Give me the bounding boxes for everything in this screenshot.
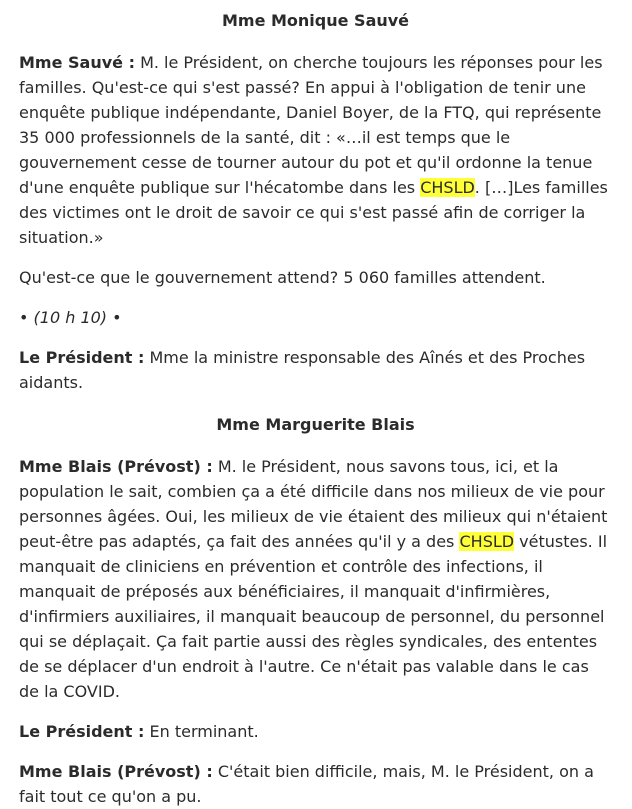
paragraph-president-1	[19, 345, 612, 395]
speaker-label: Le Président :	[19, 722, 145, 741]
paragraph-text: Mme la ministre responsable des Aînés et des Proches aidants.	[19, 348, 586, 392]
highlighted-term: CHSLD	[459, 532, 515, 551]
paragraph-president-2	[19, 719, 612, 744]
paragraph-blais-final	[19, 759, 612, 809]
paragraph-text: M. le Président, nous savons tous, ici, et la population le sait, combien ça a été difficile dans nos milieux de vie pour personnes âgées. Oui, les milieux de vie étaient des milieux qui n'étaient peut-être pas adaptés, ça fait des années qu'il y a des	[19, 457, 608, 551]
paragraph-text: En terminant.	[144, 722, 259, 741]
paragraph-text: vétustes. Il manquait de cliniciens en prévention et contrôle des infections, il manquait de préposés aux bénéficiaires, il manquait d'infirmières, d'infirmiers auxiliaires, il manquait beaucoup de personnel, du personnel qui se déplaçait. Ça fait partie aussi des règles syndicales, des ententes de se déplacer d'un endroit à l'autre. Ce n'était pas valable dans le cas de la COVID.	[19, 532, 608, 701]
speaker-heading-blais: Mme Marguerite Blais	[216, 415, 415, 434]
speaker-label: Le Président :	[19, 348, 145, 367]
paragraph-text: M. le Président, on cherche toujours les réponses pour les familles. Qu'est-ce qui s'est passé? En appui à l'obligation de tenir une enquête publique indépendante, Daniel Boyer, de la FTQ, qui représente 35 000 professionnels de la santé, dit : «…il est temps que le gouvernement cesse de tourner autour du pot et qu'il ordonne la tenue d'une enquête publique sur l'hécatombe dans les	[19, 53, 603, 197]
speaker-heading-sauve: Mme Monique Sauvé	[221, 11, 410, 30]
timestamp-marker: • (10 h 10) •	[19, 308, 122, 327]
paragraph-text: . […]Les familles des victimes ont le droit de savoir ce qui s'est passé afin de corriger la situation.»	[19, 178, 608, 247]
speaker-label: Mme Blais (Prévost) :	[19, 457, 213, 476]
speaker-label: Mme Blais (Prévost) :	[19, 762, 213, 781]
paragraph-blais-response	[19, 454, 612, 704]
paragraph-sauve-intervention	[19, 50, 612, 250]
paragraph-sauve-question: Qu'est-ce que le gouvernement attend? 5 060 familles attendent.	[19, 268, 546, 287]
speaker-label: Mme Sauvé :	[19, 53, 135, 72]
paragraph-text: C'était bien difficile, mais, M. le Président, on a fait tout ce qu'on a pu.	[19, 762, 594, 806]
highlighted-term: CHSLD	[420, 178, 475, 197]
